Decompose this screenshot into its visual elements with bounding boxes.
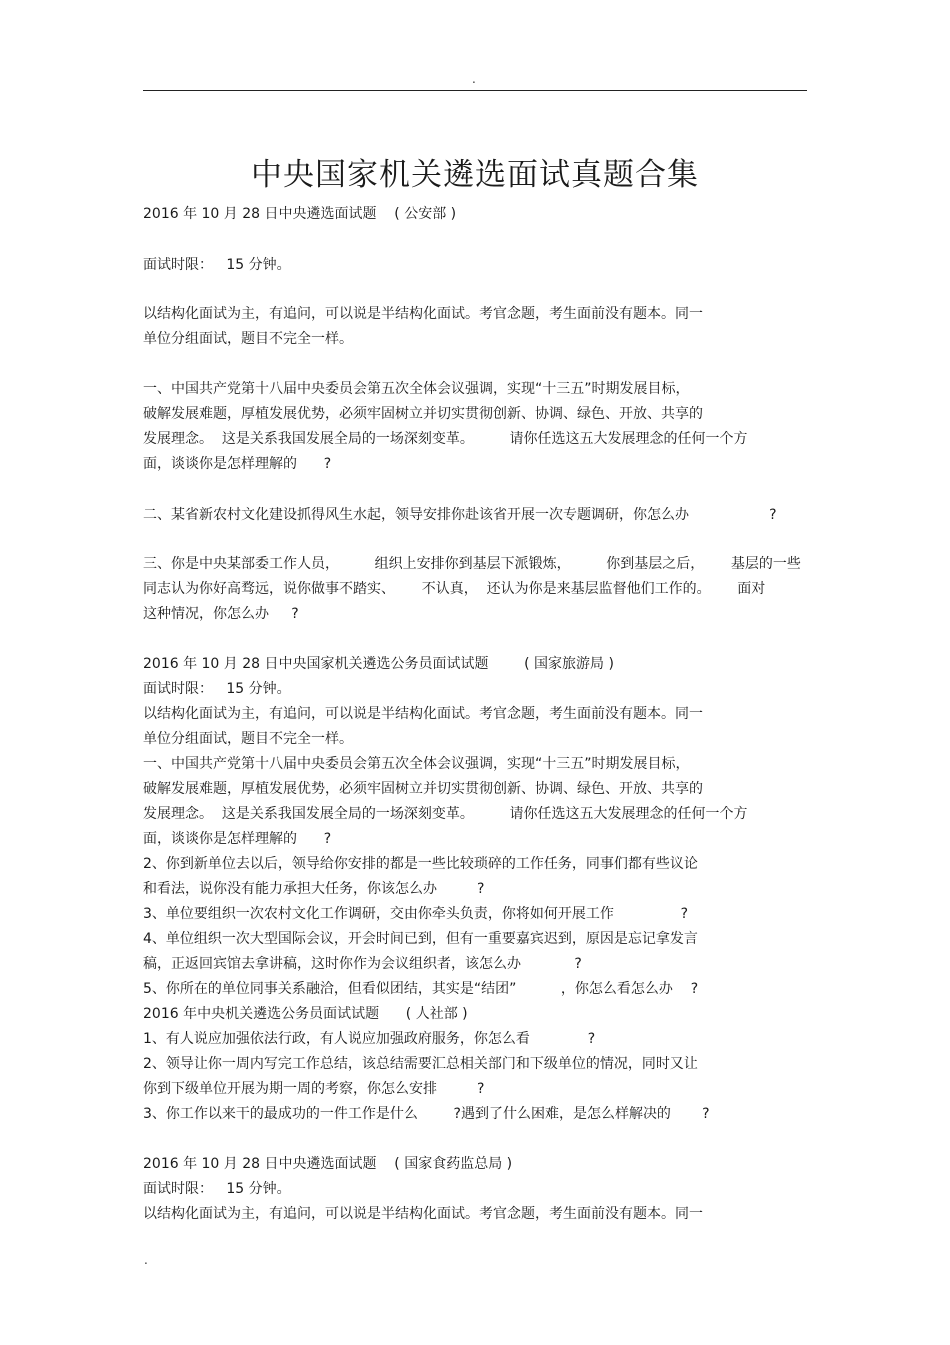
text-line: 同志认为你好高骛远，说你做事不踏实、 不认真， 还认为你是来基层监督他们工作的。 面对 xyxy=(143,581,766,597)
text-line: 三、你是中央某部委工作人员， 组织上安排你到基层下派锻炼， 你到基层之后， 基层的一些 xyxy=(143,556,801,572)
text-line: 以结构化面试为主，有追问，可以说是半结构化面试。考官念题，考生面前没有题本。同一 xyxy=(143,1206,703,1222)
footer-mark: . xyxy=(144,1253,148,1267)
text-line: 一、中国共产党第十八届中央委员会第五次全体会议强调，实现“十三五”时期发展目标， xyxy=(143,381,690,397)
text-line: 以结构化面试为主，有追问，可以说是半结构化面试。考官念题，考生面前没有题本。同一 xyxy=(143,706,703,722)
text-line: 2016 年中央机关遴选公务员面试试题 ( 人社部 ) xyxy=(143,1006,468,1022)
text-line: 发展理念。 这是关系我国发展全局的一场深刻变革。 请你任选这五大发展理念的任何一个方 xyxy=(143,806,748,822)
text-line: 发展理念。 这是关系我国发展全局的一场深刻变革。 请你任选这五大发展理念的任何一个方 xyxy=(143,431,748,447)
text-line: 面试时限： 15 分钟。 xyxy=(143,681,291,697)
text-line: 2016 年 10 月 28 日中央国家机关遴选公务员面试试题 ( 国家旅游局 ) xyxy=(143,656,614,672)
text-line: 以结构化面试为主，有追问，可以说是半结构化面试。考官念题，考生面前没有题本。同一 xyxy=(143,306,703,322)
text-line: 二、某省新农村文化建设抓得风生水起，领导安排你赴该省开展一次专题调研，你怎么办 ? xyxy=(143,507,777,523)
text-line: 破解发展难题，厚植发展优势，必须牢固树立并切实贯彻创新、协调、绿色、开放、共享的 xyxy=(143,781,703,797)
text-line: 2、领导让你一周内写完工作总结，该总结需要汇总相关部门和下级单位的情况，同时又让 xyxy=(143,1056,698,1072)
text-line: 单位分组面试，题目不完全一样。 xyxy=(143,731,353,747)
text-line: 4、单位组织一次大型国际会议，开会时间已到，但有一重要嘉宾迟到，原因是忘记拿发言 xyxy=(143,931,698,947)
text-line: 1、有人说应加强依法行政，有人说应加强政府服务，你怎么看 ? xyxy=(143,1031,596,1047)
text-line: 面，谈谈你是怎样理解的 ? xyxy=(143,456,332,472)
text-line: 你到下级单位开展为期一周的考察，你怎么安排 ? xyxy=(143,1081,485,1097)
header-rule xyxy=(143,90,807,91)
text-line: 和看法，说你没有能力承担大任务，你该怎么办 ? xyxy=(143,881,485,897)
text-line: 5、你所在的单位同事关系融洽，但看似团结，其实是“结团” ，你怎么看怎么办 ? xyxy=(143,981,699,997)
text-line: 2016 年 10 月 28 日中央遴选面试题 ( 国家食药监总局 ) xyxy=(143,1156,513,1172)
text-line: 单位分组面试，题目不完全一样。 xyxy=(143,331,353,347)
text-line: 一、中国共产党第十八届中央委员会第五次全体会议强调，实现“十三五”时期发展目标， xyxy=(143,756,690,772)
text-line: 面试时限： 15 分钟。 xyxy=(143,257,291,273)
text-line: 3、你工作以来干的最成功的一件工作是什么 ?遇到了什么困难，是怎么样解决的 ? xyxy=(143,1106,710,1122)
page-title: 中央国家机关遴选面试真题合集 xyxy=(251,156,699,193)
text-line: 这种情况，你怎么办 ? xyxy=(143,606,299,622)
text-line: 3、单位要组织一次农村文化工作调研，交由你牵头负责，你将如何开展工作 ? xyxy=(143,906,689,922)
text-line: 2016 年 10 月 28 日中央遴选面试题 ( 公安部 ) xyxy=(143,206,457,222)
text-line: 破解发展难题，厚植发展优势，必须牢固树立并切实贯彻创新、协调、绿色、开放、共享的 xyxy=(143,406,703,422)
header-mark: . xyxy=(472,72,476,86)
text-line: 面试时限： 15 分钟。 xyxy=(143,1181,291,1197)
text-line: 稿，正返回宾馆去拿讲稿，这时你作为会议组织者，该怎么办 ? xyxy=(143,956,582,972)
text-line: 2、你到新单位去以后，领导给你安排的都是一些比较琐碎的工作任务，同事们都有些议论 xyxy=(143,856,698,872)
text-line: 面，谈谈你是怎样理解的 ? xyxy=(143,831,332,847)
